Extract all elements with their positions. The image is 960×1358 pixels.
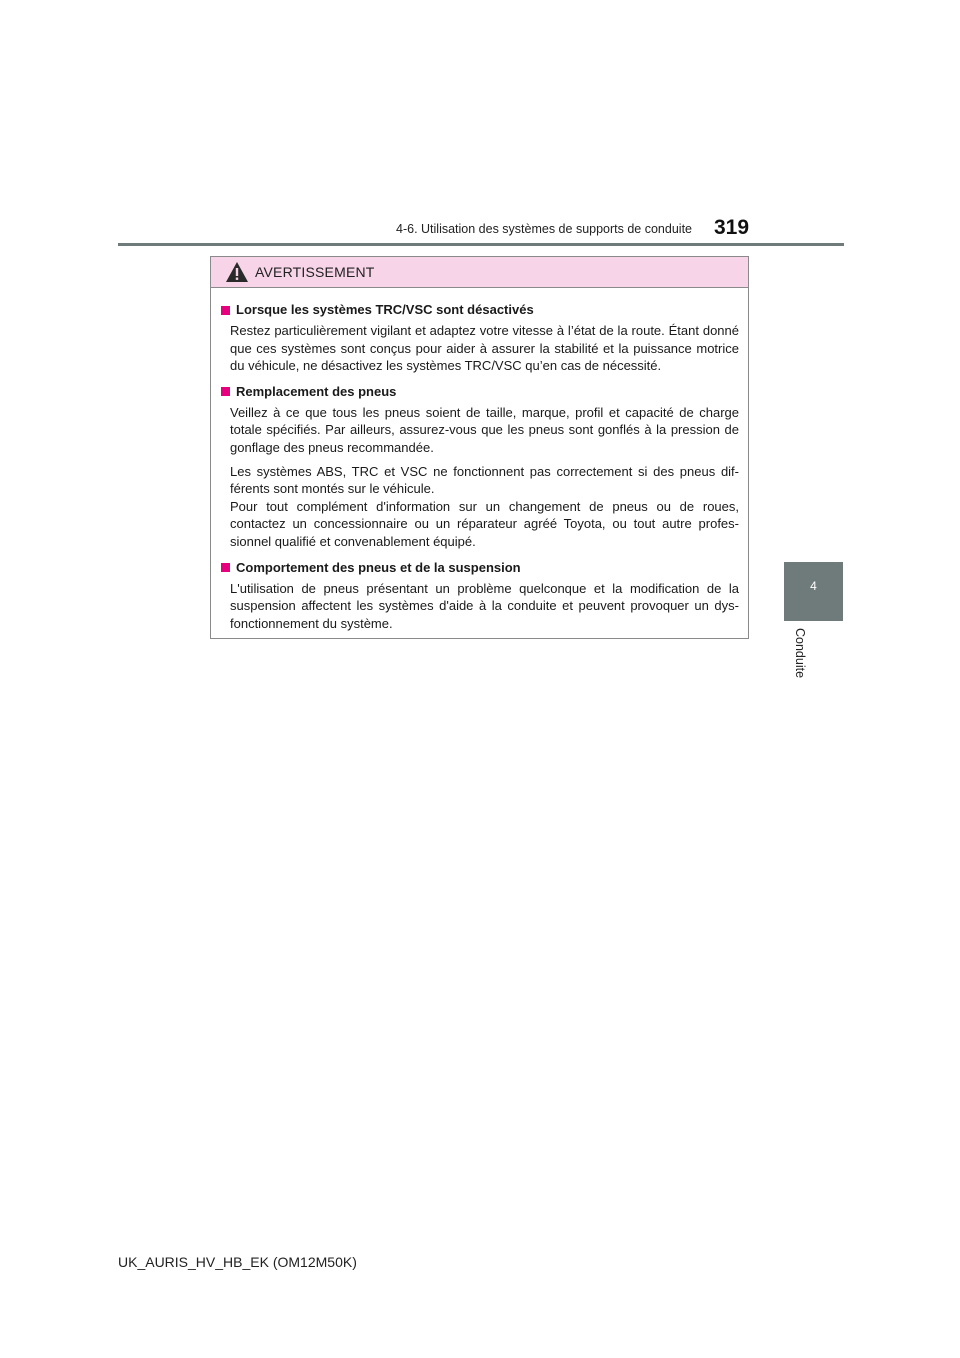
warning-body <box>211 288 748 632</box>
item-paragraph: L'utilisation de pneus présentant un problème quelconque et la modification de la suspension affectent les systèmes d'aide à la conduite et peuvent provoquer un dys-fonctionnement du système. <box>230 580 739 631</box>
bullet-square-icon <box>221 306 230 315</box>
item-title-text: Remplacement des pneus <box>236 383 397 399</box>
warning-box <box>210 256 749 639</box>
page-number: 319 <box>714 216 750 239</box>
warning-item-tyre-suspension <box>221 559 739 633</box>
item-title <box>221 383 739 401</box>
warning-header <box>211 257 748 288</box>
header-section-title: 4-6. Utilisation des systèmes de supports de conduite <box>396 222 692 236</box>
item-title-text: Comportement des pneus et de la suspension <box>236 559 521 575</box>
bullet-square-icon <box>221 563 230 572</box>
warning-triangle-icon <box>225 261 249 283</box>
warning-item-tyre-replacement <box>221 383 739 551</box>
item-paragraph <box>230 463 739 551</box>
item-paragraph: Restez particulièrement vigilant et adaptez votre vitesse à l’état de la route. Étant donné que ces systèmes sont conçus pour aider à assurer la stabilité et la puissance motrice du véhicule, ne désactivez les systèmes TRC/VSC qu’en cas de nécessité. <box>230 323 739 374</box>
warning-item-trc-vsc <box>221 301 739 375</box>
item-paragraph-line: Les systèmes ABS, TRC et VSC ne fonctionnent pas correctement si des pneus dif-férents sont montés sur le véhicule. <box>230 463 739 497</box>
item-title <box>221 301 739 319</box>
chapter-number: 4 <box>810 579 817 593</box>
chapter-tab <box>784 562 843 621</box>
warning-title: AVERTISSEMENT <box>255 264 375 280</box>
item-paragraph-line: Pour tout complément d'information sur un changement de pneus ou de roues, contactez un concessionnaire ou un réparateur agréé Toyota, ou tout autre profes-sionnel qualifié et convenablement équipé. <box>230 498 739 549</box>
item-title-text: Lorsque les systèmes TRC/VSC sont désactivés <box>236 302 534 317</box>
item-paragraph: Veillez à ce que tous les pneus soient de taille, marque, profil et capacité de charge totale spécifiés. Par ailleurs, assurez-vous que les pneus sont gonflés à la pression de gonflage des pneus recommandée. <box>230 404 739 455</box>
header-rule <box>118 243 844 246</box>
chapter-label: Conduite <box>793 628 807 679</box>
footer-doc-id: UK_AURIS_HV_HB_EK (OM12M50K) <box>118 1254 357 1270</box>
item-title <box>221 559 739 577</box>
bullet-square-icon <box>221 387 230 396</box>
